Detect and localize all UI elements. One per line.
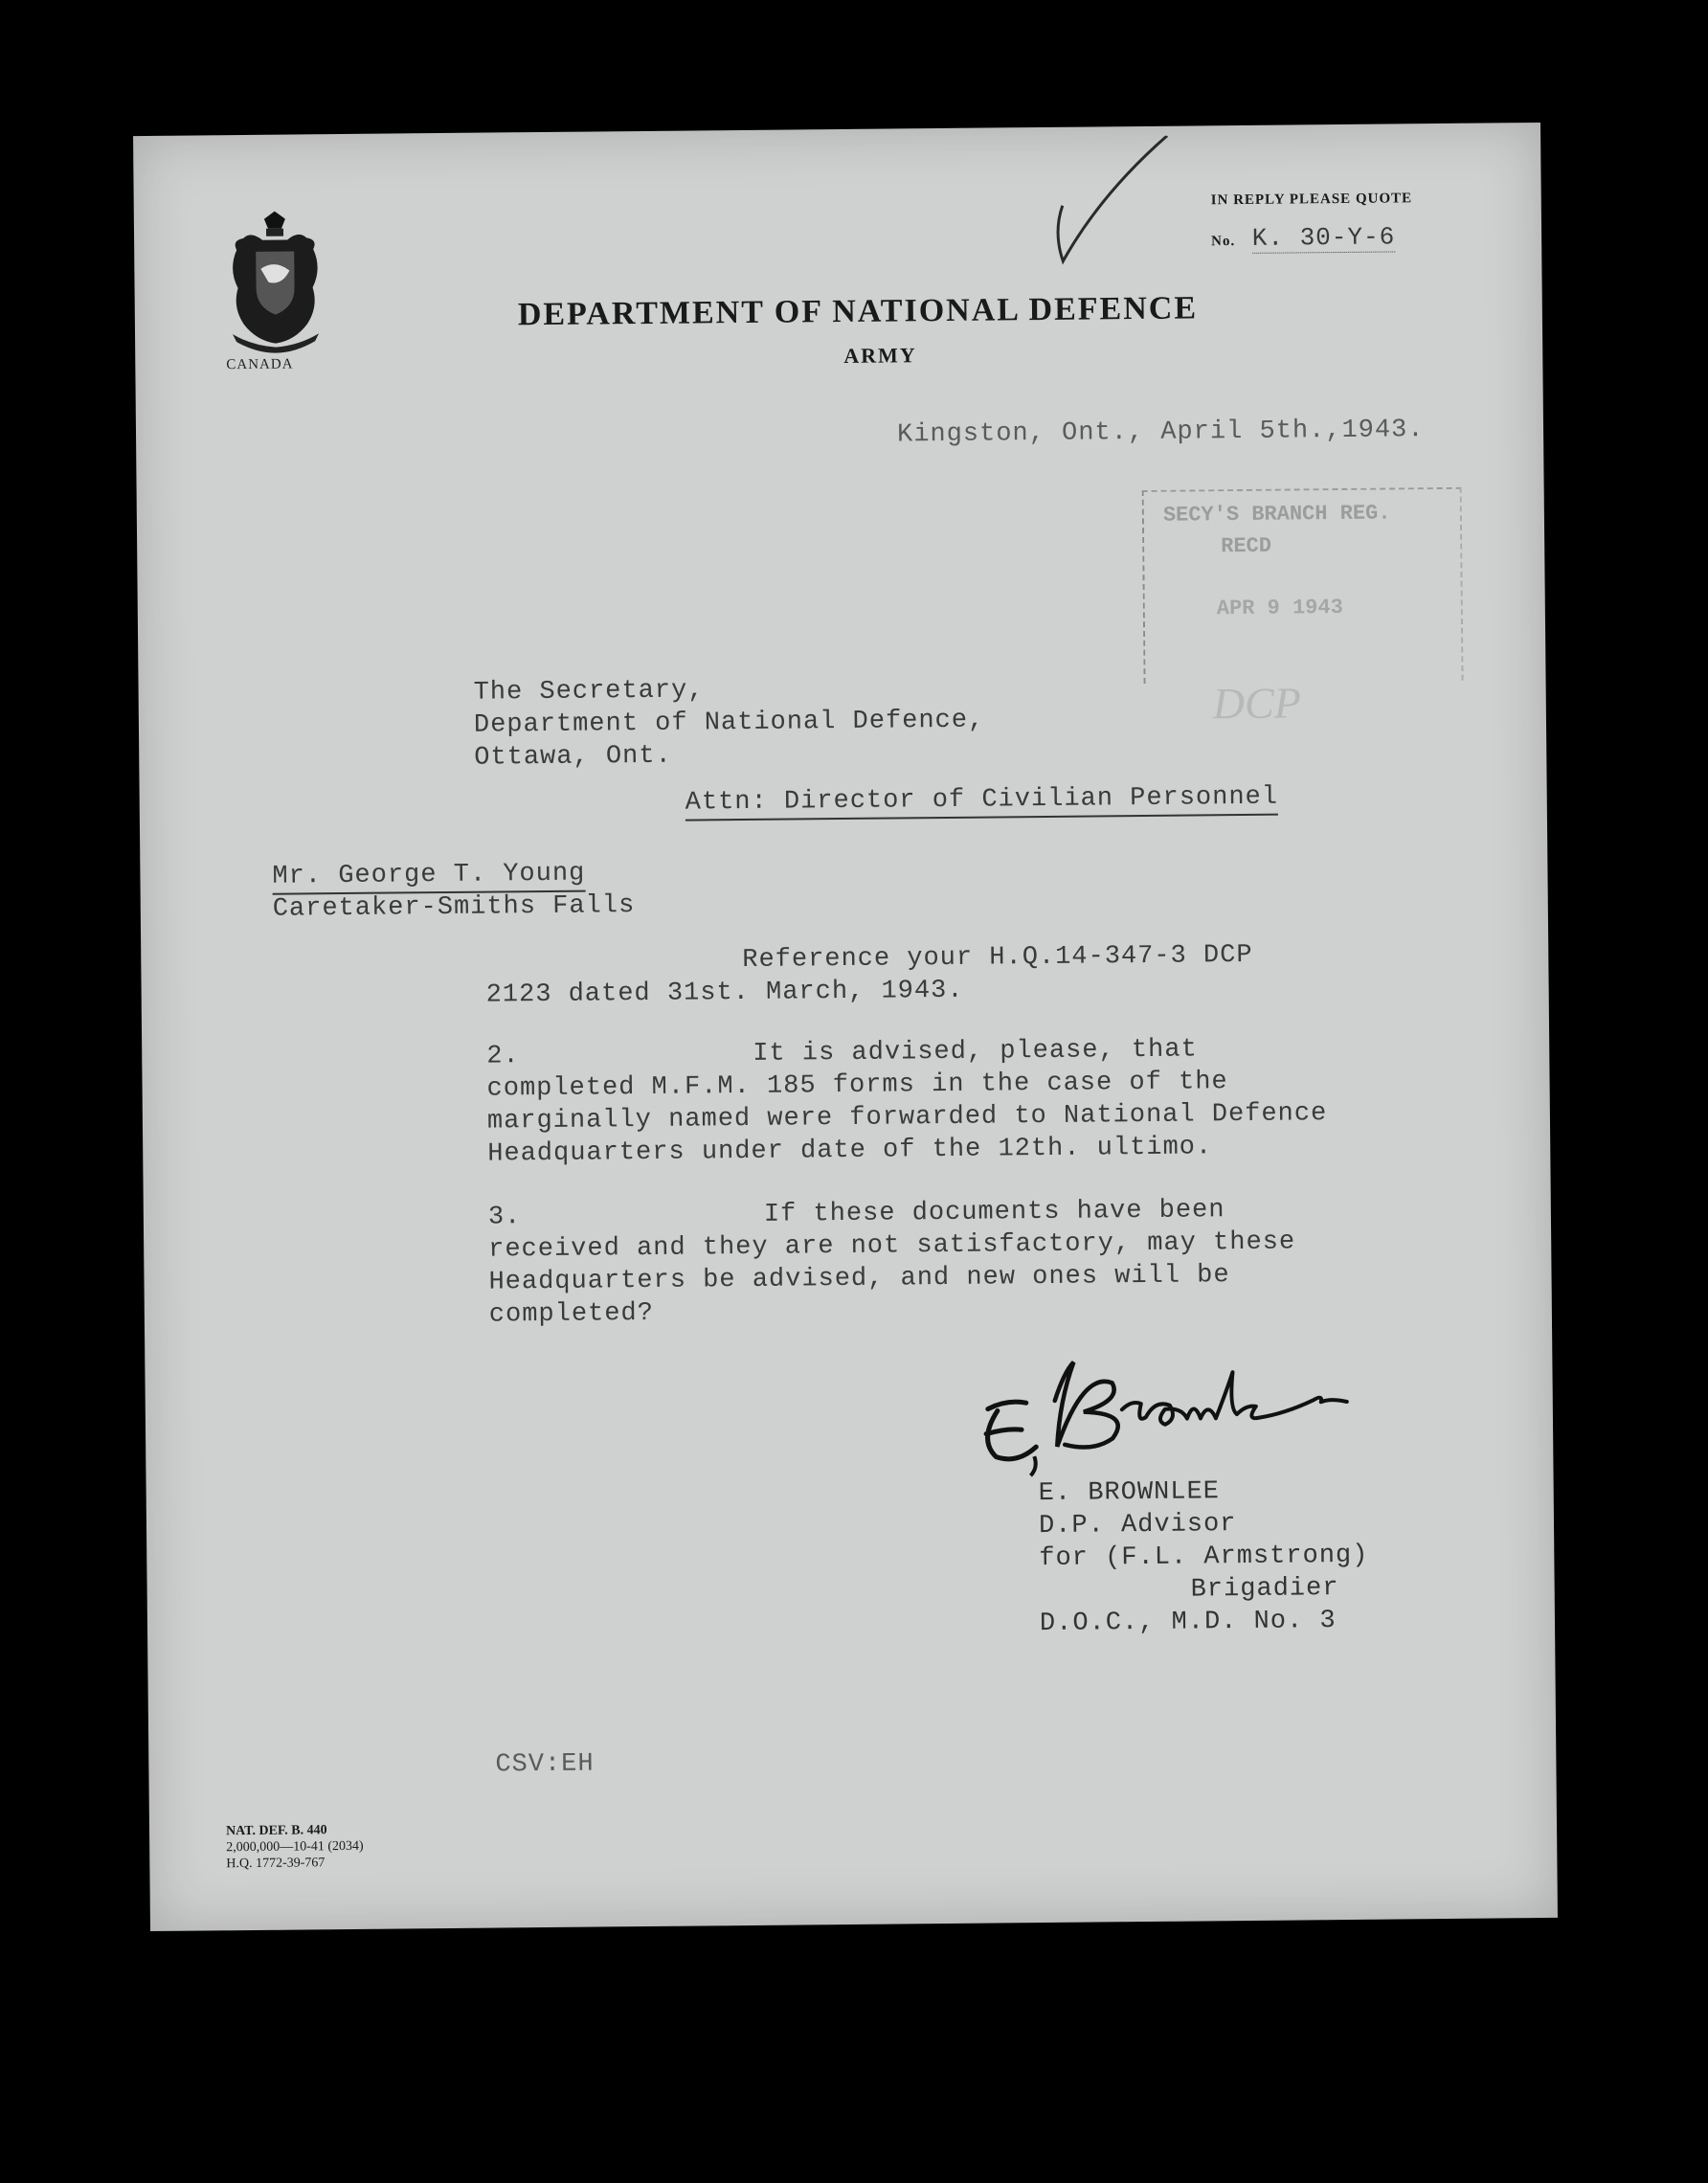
checkmark-icon	[1033, 136, 1178, 271]
signer-title: D.P. Advisor	[1038, 1510, 1237, 1542]
stamp-date: APR 9 1943	[1216, 595, 1343, 621]
form-number-line-1: NAT. DEF. B. 440	[225, 1823, 327, 1839]
signer-rank: Brigadier	[1190, 1574, 1339, 1605]
signer-for: for (F.L. Armstrong)	[1039, 1541, 1369, 1574]
body-p3-number: 3.	[487, 1203, 522, 1232]
reference-initials: CSV:EH	[495, 1749, 595, 1780]
body-p2-line-1: It is advised, please, that	[753, 1035, 1198, 1069]
body-p3-line-4: completed?	[488, 1298, 655, 1330]
addressee-line-1: The Secretary,	[473, 676, 705, 708]
body-p2-line-3: marginally named were forwarded to National Defence	[486, 1099, 1328, 1137]
addressee-line-3: Ottawa, Ont.	[474, 741, 672, 773]
department-heading: DEPARTMENT OF NATIONAL DEFENCE	[517, 290, 1199, 333]
branch-heading: ARMY	[843, 343, 917, 368]
body-p1-line-1: Reference your H.Q.14-347-3 DCP	[742, 940, 1253, 976]
handwritten-signature	[968, 1330, 1400, 1477]
stamp-line-2: RECD	[1221, 533, 1272, 559]
stamp-initials: DCP	[1212, 678, 1302, 729]
form-number-line-3: H.Q. 1772-39-767	[226, 1856, 326, 1872]
attention-line: Attn: Director of Civilian Personnel	[685, 783, 1279, 821]
form-number	[226, 1822, 364, 1872]
crest-label: CANADA	[226, 356, 294, 373]
body-p2-line-4: Headquarters under date of the 12th. ultimo.	[487, 1133, 1213, 1169]
reply-no-label: No.	[1211, 234, 1236, 250]
form-number-line-2: 2,000,000—10-41 (2034)	[226, 1838, 364, 1856]
body-p2-number: 2.	[486, 1042, 520, 1071]
reply-number: K. 30-Y-6	[1251, 222, 1396, 253]
body-p3-line-1: If these documents have been	[763, 1196, 1225, 1229]
reply-number-line	[1211, 222, 1395, 253]
body-p3-line-3: Headquarters be advised, and new ones will be	[488, 1261, 1230, 1297]
date-line: Kingston, Ont., April 5th.,1943.	[896, 416, 1425, 450]
addressee-line-2: Department of National Defence,	[473, 706, 985, 740]
body-p3-line-2: received and they are not satisfactory, may these	[488, 1227, 1296, 1265]
coat-of-arms-icon	[222, 211, 328, 355]
signer-command: D.O.C., M.D. No. 3	[1039, 1607, 1337, 1639]
stamp-line-1: SECY'S BRANCH REG.	[1162, 501, 1391, 528]
reply-quote-label: IN REPLY PLEASE QUOTE	[1210, 191, 1413, 209]
subject-position: Caretaker-Smiths Falls	[272, 891, 636, 924]
body-p2-line-2: completed M.F.M. 185 forms in the case of the	[486, 1068, 1228, 1104]
received-stamp	[1142, 487, 1464, 729]
subject-name: Mr. George T. Young	[272, 860, 585, 895]
body-p1-line-2: 2123 dated 31st. March, 1943.	[485, 976, 964, 1010]
signer-name: E. BROWNLEE	[1038, 1477, 1221, 1509]
letter-page	[133, 123, 1558, 1931]
